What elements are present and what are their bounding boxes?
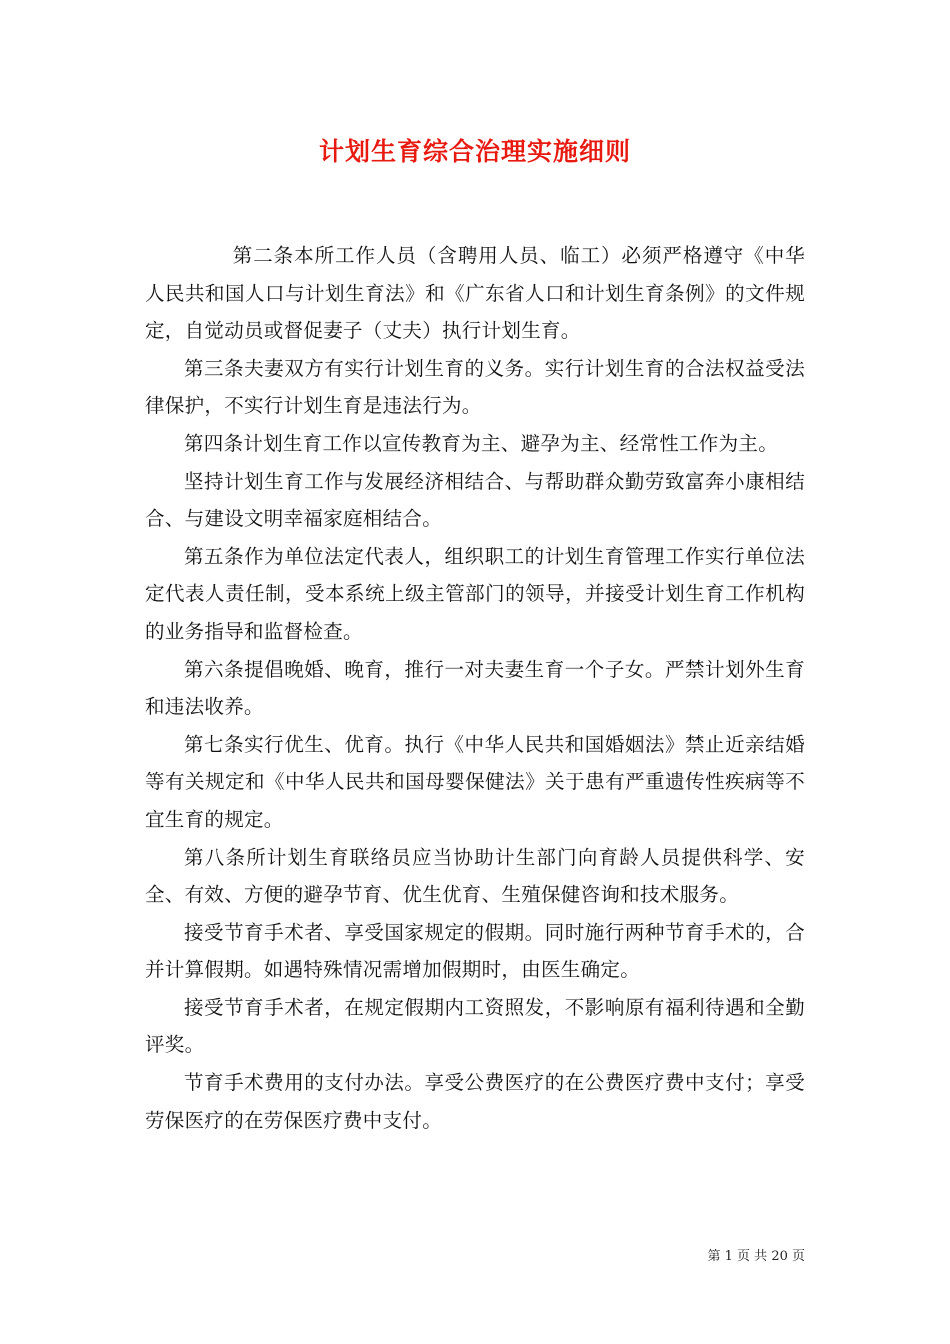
paragraph-surgery-cost: 节育手术费用的支付办法。享受公费医疗的在公费医疗费中支付；享受劳保医疗的在劳保医疗费中支付。 [145, 1071, 805, 1132]
paragraph-article-4: 第四条计划生育工作以宣传教育为主、避孕为主、经常性工作为主。 [184, 431, 779, 455]
paragraph-surgery-salary: 接受节育手术者，在规定假期内工资照发，不影响原有福利待遇和全勤评奖。 [145, 995, 805, 1057]
page-number: 第 1 页 共 20 页 [707, 1249, 805, 1264]
paragraph-surgery-leave: 接受节育手术者、享受国家规定的假期。同时施行两种节育手术的，合并计算假期。如遇特殊情况需增加假期时，由医生确定。 [145, 920, 805, 982]
page-title: 计划生育综合治理实施细则 [318, 137, 631, 166]
paragraph-article-4-continued: 坚持计划生育工作与发展经济相结合、与帮助群众勤劳致富奔小康相结合、与建设文明幸福家庭相结合。 [145, 469, 805, 531]
paragraph-article-5: 第五条作为单位法定代表人，组织职工的计划生育管理工作实行单位法定代表人责任制，受本系统上级主管部门的领导，并接受计划生育工作机构的业务指导和监督检查。 [145, 544, 805, 643]
paragraph-article-2: 第二条本所工作人员（含聘用人员、临工）必须严格遵守《中华人民共和国人口与计划生育法》和《广东省人口和计划生育条例》的文件规定，自觉动员或督促妻子（丈夫）执行计划生育。 [145, 244, 805, 343]
paragraph-article-6: 第六条提倡晚婚、晚育，推行一对夫妻生育一个子女。严禁计划外生育和违法收养。 [145, 657, 805, 719]
paragraph-article-7: 第七条实行优生、优育。执行《中华人民共和国婚姻法》禁止近亲结婚等有关规定和《中华人民共和国母婴保健法》关于患有严重遗传性疾病等不宜生育的规定。 [145, 732, 805, 831]
paragraph-article-8: 第八条所计划生育联络员应当协助计生部门向育龄人员提供科学、安全、有效、方便的避孕节育、优生优育、生殖保健咨询和技术服务。 [145, 845, 805, 907]
paragraph-article-3: 第三条夫妻双方有实行计划生育的义务。实行计划生育的合法权益受法律保护，不实行计划生育是违法行为。 [145, 356, 805, 418]
document-body [145, 237, 805, 1139]
